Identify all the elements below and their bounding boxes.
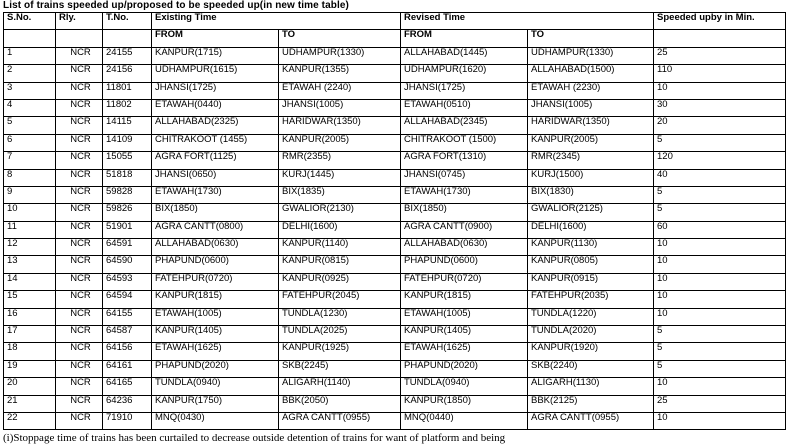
cell-existing-from: PHAPUND(0600) [152, 256, 279, 273]
cell-train-number: 64156 [103, 343, 152, 360]
table-row [4, 273, 786, 290]
table-row [4, 256, 786, 273]
cell-existing-from: TUNDLA(0940) [152, 378, 279, 395]
table-row [4, 134, 786, 151]
cell-train-number: 15055 [103, 152, 152, 169]
cell-train-number: 64236 [103, 395, 152, 412]
cell-train-number: 71910 [103, 412, 152, 429]
cell-sno: 14 [4, 273, 56, 290]
cell-rly: NCR [56, 239, 103, 256]
cell-rly: NCR [56, 186, 103, 203]
cell-rly: NCR [56, 378, 103, 395]
cell-existing-from: JHANSI(1725) [152, 82, 279, 99]
cell-speeded-minutes: 10 [654, 82, 786, 99]
table-row [4, 117, 786, 134]
cell-sno: 22 [4, 412, 56, 429]
cell-revised-from: JHANSI(1725) [401, 82, 528, 99]
cell-speeded-minutes: 5 [654, 134, 786, 151]
cell-existing-from: KANPUR(1815) [152, 291, 279, 308]
cell-train-number: 24155 [103, 47, 152, 64]
cell-revised-from: MNQ(0440) [401, 412, 528, 429]
subheader-speeded [654, 30, 786, 47]
cell-rly: NCR [56, 308, 103, 325]
table-row [4, 47, 786, 64]
cell-rly: NCR [56, 204, 103, 221]
cell-existing-from: MNQ(0430) [152, 412, 279, 429]
subheader-existing-from: FROM [152, 30, 279, 47]
cell-train-number: 64590 [103, 256, 152, 273]
cell-train-number: 64161 [103, 360, 152, 377]
cell-revised-to: KANPUR(1920) [528, 343, 654, 360]
subheader-rly [56, 30, 103, 47]
cell-existing-from: ALLAHABAD(2325) [152, 117, 279, 134]
cell-existing-from: ALLAHABAD(0630) [152, 239, 279, 256]
cell-existing-to: ALIGARH(1140) [279, 378, 401, 395]
cell-speeded-minutes: 20 [654, 117, 786, 134]
cell-revised-to: KURJ(1500) [528, 169, 654, 186]
cell-existing-to: HARIDWAR(1350) [279, 117, 401, 134]
cell-revised-to: TUNDLA(1220) [528, 308, 654, 325]
cell-existing-from: ETAWAH(1005) [152, 308, 279, 325]
table-row [4, 326, 786, 343]
footnote: (i)Stoppage time of trains has been curtailed to decrease outside detention of trains for want of platform and being [3, 432, 506, 444]
cell-rly: NCR [56, 82, 103, 99]
cell-train-number: 24156 [103, 65, 152, 82]
subheader-row [4, 30, 786, 47]
cell-existing-to: AGRA CANTT(0955) [279, 412, 401, 429]
cell-rly: NCR [56, 65, 103, 82]
cell-train-number: 59826 [103, 204, 152, 221]
cell-revised-to: KANPUR(0915) [528, 273, 654, 290]
cell-revised-from: ALLAHABAD(2345) [401, 117, 528, 134]
cell-revised-from: KANPUR(1850) [401, 395, 528, 412]
cell-rly: NCR [56, 273, 103, 290]
cell-revised-to: ETAWAH (2230) [528, 82, 654, 99]
table-row [4, 412, 786, 429]
header-sno: S.No. [4, 13, 56, 30]
cell-existing-from: KANPUR(1405) [152, 326, 279, 343]
cell-revised-to: ALLAHABAD(1500) [528, 65, 654, 82]
cell-rly: NCR [56, 412, 103, 429]
cell-revised-to: FATEHPUR(2035) [528, 291, 654, 308]
cell-rly: NCR [56, 134, 103, 151]
table-row [4, 308, 786, 325]
cell-revised-to: GWALIOR(2125) [528, 204, 654, 221]
cell-sno: 20 [4, 378, 56, 395]
cell-existing-to: BBK(2050) [279, 395, 401, 412]
cell-speeded-minutes: 10 [654, 378, 786, 395]
cell-rly: NCR [56, 117, 103, 134]
cell-rly: NCR [56, 291, 103, 308]
cell-sno: 16 [4, 308, 56, 325]
cell-rly: NCR [56, 326, 103, 343]
cell-revised-from: ETAWAH(0510) [401, 99, 528, 116]
cell-revised-from: ALLAHABAD(0630) [401, 239, 528, 256]
cell-existing-to: FATEHPUR(2045) [279, 291, 401, 308]
cell-revised-to: BIX(1830) [528, 186, 654, 203]
cell-revised-from: FATEHPUR(0720) [401, 273, 528, 290]
cell-sno: 11 [4, 221, 56, 238]
cell-existing-to: JHANSI(1005) [279, 99, 401, 116]
cell-train-number: 64587 [103, 326, 152, 343]
table-row [4, 291, 786, 308]
cell-revised-to: DELHI(1600) [528, 221, 654, 238]
table-row [4, 343, 786, 360]
cell-existing-to: KANPUR(2005) [279, 134, 401, 151]
cell-revised-from: BIX(1850) [401, 204, 528, 221]
cell-train-number: 51818 [103, 169, 152, 186]
cell-revised-from: TUNDLA(0940) [401, 378, 528, 395]
cell-revised-from: ETAWAH(1005) [401, 308, 528, 325]
cell-existing-from: ETAWAH(1730) [152, 186, 279, 203]
cell-existing-from: PHAPUND(2020) [152, 360, 279, 377]
cell-sno: 5 [4, 117, 56, 134]
cell-revised-from: ETAWAH(1730) [401, 186, 528, 203]
cell-existing-from: AGRA CANTT(0800) [152, 221, 279, 238]
cell-revised-to: RMR(2345) [528, 152, 654, 169]
cell-speeded-minutes: 10 [654, 308, 786, 325]
cell-existing-from: FATEHPUR(0720) [152, 273, 279, 290]
cell-sno: 7 [4, 152, 56, 169]
subheader-tno [103, 30, 152, 47]
table-row [4, 221, 786, 238]
cell-speeded-minutes: 5 [654, 326, 786, 343]
cell-existing-from: CHITRAKOOT (1455) [152, 134, 279, 151]
cell-speeded-minutes: 10 [654, 412, 786, 429]
table-row [4, 360, 786, 377]
cell-revised-to: HARIDWAR(1350) [528, 117, 654, 134]
header-row [4, 13, 786, 30]
cell-revised-to: SKB(2240) [528, 360, 654, 377]
cell-sno: 17 [4, 326, 56, 343]
cell-revised-from: ETAWAH(1625) [401, 343, 528, 360]
cell-revised-from: PHAPUND(0600) [401, 256, 528, 273]
cell-speeded-minutes: 5 [654, 343, 786, 360]
cell-train-number: 64593 [103, 273, 152, 290]
cell-revised-to: KANPUR(2005) [528, 134, 654, 151]
cell-train-number: 64594 [103, 291, 152, 308]
cell-revised-from: CHITRAKOOT (1500) [401, 134, 528, 151]
cell-sno: 2 [4, 65, 56, 82]
table-row [4, 186, 786, 203]
cell-train-number: 59828 [103, 186, 152, 203]
table-row [4, 378, 786, 395]
cell-revised-from: UDHAMPUR(1620) [401, 65, 528, 82]
cell-existing-to: ETAWAH (2240) [279, 82, 401, 99]
cell-rly: NCR [56, 169, 103, 186]
cell-revised-to: ALIGARH(1130) [528, 378, 654, 395]
cell-train-number: 64155 [103, 308, 152, 325]
page-title: List of trains speeded up/proposed to be speeded up(in new time table) [3, 0, 349, 11]
cell-sno: 4 [4, 99, 56, 116]
cell-speeded-minutes: 5 [654, 204, 786, 221]
cell-existing-from: KANPUR(1750) [152, 395, 279, 412]
cell-revised-from: JHANSI(0745) [401, 169, 528, 186]
cell-revised-from: AGRA FORT(1310) [401, 152, 528, 169]
cell-rly: NCR [56, 395, 103, 412]
cell-revised-to: UDHAMPUR(1330) [528, 47, 654, 64]
cell-existing-to: BIX(1835) [279, 186, 401, 203]
cell-rly: NCR [56, 152, 103, 169]
cell-revised-from: PHAPUND(2020) [401, 360, 528, 377]
cell-revised-from: KANPUR(1815) [401, 291, 528, 308]
cell-existing-to: RMR(2355) [279, 152, 401, 169]
cell-rly: NCR [56, 99, 103, 116]
header-revised-time: Revised Time [401, 13, 654, 30]
cell-speeded-minutes: 5 [654, 186, 786, 203]
cell-existing-to: KURJ(1445) [279, 169, 401, 186]
table-row [4, 65, 786, 82]
cell-existing-from: ETAWAH(1625) [152, 343, 279, 360]
cell-revised-to: BBK(2125) [528, 395, 654, 412]
cell-speeded-minutes: 25 [654, 395, 786, 412]
cell-speeded-minutes: 10 [654, 239, 786, 256]
cell-existing-from: JHANSI(0650) [152, 169, 279, 186]
cell-train-number: 64165 [103, 378, 152, 395]
cell-train-number: 64591 [103, 239, 152, 256]
cell-revised-to: KANPUR(0805) [528, 256, 654, 273]
cell-sno: 19 [4, 360, 56, 377]
cell-existing-to: KANPUR(1355) [279, 65, 401, 82]
cell-sno: 13 [4, 256, 56, 273]
cell-existing-from: BIX(1850) [152, 204, 279, 221]
cell-existing-to: SKB(2245) [279, 360, 401, 377]
cell-existing-to: KANPUR(1925) [279, 343, 401, 360]
subheader-sno [4, 30, 56, 47]
cell-train-number: 11801 [103, 82, 152, 99]
cell-revised-to: KANPUR(1130) [528, 239, 654, 256]
table-row [4, 395, 786, 412]
cell-existing-to: TUNDLA(1230) [279, 308, 401, 325]
table-row [4, 204, 786, 221]
subheader-existing-to: TO [279, 30, 401, 47]
header-speeded-up: Speeded upby in Min. [654, 13, 786, 30]
cell-sno: 10 [4, 204, 56, 221]
cell-sno: 18 [4, 343, 56, 360]
subheader-revised-to: TO [528, 30, 654, 47]
cell-speeded-minutes: 10 [654, 273, 786, 290]
cell-speeded-minutes: 10 [654, 256, 786, 273]
cell-revised-to: TUNDLA(2020) [528, 326, 654, 343]
cell-train-number: 11802 [103, 99, 152, 116]
cell-existing-from: AGRA FORT(1125) [152, 152, 279, 169]
cell-revised-from: ALLAHABAD(1445) [401, 47, 528, 64]
cell-existing-to: TUNDLA(2025) [279, 326, 401, 343]
cell-sno: 1 [4, 47, 56, 64]
header-existing-time: Existing Time [152, 13, 401, 30]
cell-revised-to: JHANSI(1005) [528, 99, 654, 116]
cell-existing-to: UDHAMPUR(1330) [279, 47, 401, 64]
cell-existing-from: UDHAMPUR(1615) [152, 65, 279, 82]
cell-sno: 15 [4, 291, 56, 308]
cell-revised-from: AGRA CANTT(0900) [401, 221, 528, 238]
cell-speeded-minutes: 110 [654, 65, 786, 82]
cell-speeded-minutes: 25 [654, 47, 786, 64]
subheader-revised-from: FROM [401, 30, 528, 47]
cell-sno: 6 [4, 134, 56, 151]
header-rly: Rly. [56, 13, 103, 30]
cell-speeded-minutes: 5 [654, 360, 786, 377]
cell-revised-to: AGRA CANTT(0955) [528, 412, 654, 429]
table-row [4, 82, 786, 99]
cell-existing-to: KANPUR(0815) [279, 256, 401, 273]
cell-speeded-minutes: 40 [654, 169, 786, 186]
cell-existing-from: KANPUR(1715) [152, 47, 279, 64]
table-row [4, 239, 786, 256]
cell-train-number: 14115 [103, 117, 152, 134]
header-tno: T.No. [103, 13, 152, 30]
trains-table [3, 12, 786, 430]
cell-speeded-minutes: 60 [654, 221, 786, 238]
cell-existing-to: GWALIOR(2130) [279, 204, 401, 221]
cell-sno: 12 [4, 239, 56, 256]
cell-rly: NCR [56, 343, 103, 360]
cell-rly: NCR [56, 47, 103, 64]
cell-rly: NCR [56, 360, 103, 377]
cell-rly: NCR [56, 256, 103, 273]
cell-train-number: 14109 [103, 134, 152, 151]
cell-train-number: 51901 [103, 221, 152, 238]
cell-existing-to: KANPUR(0925) [279, 273, 401, 290]
cell-speeded-minutes: 120 [654, 152, 786, 169]
cell-sno: 9 [4, 186, 56, 203]
cell-speeded-minutes: 30 [654, 99, 786, 116]
cell-rly: NCR [56, 221, 103, 238]
table-row [4, 152, 786, 169]
table-row [4, 169, 786, 186]
cell-speeded-minutes: 10 [654, 291, 786, 308]
cell-existing-from: ETAWAH(0440) [152, 99, 279, 116]
cell-existing-to: KANPUR(1140) [279, 239, 401, 256]
cell-sno: 3 [4, 82, 56, 99]
table-row [4, 99, 786, 116]
cell-existing-to: DELHI(1600) [279, 221, 401, 238]
cell-sno: 21 [4, 395, 56, 412]
cell-revised-from: KANPUR(1405) [401, 326, 528, 343]
cell-sno: 8 [4, 169, 56, 186]
